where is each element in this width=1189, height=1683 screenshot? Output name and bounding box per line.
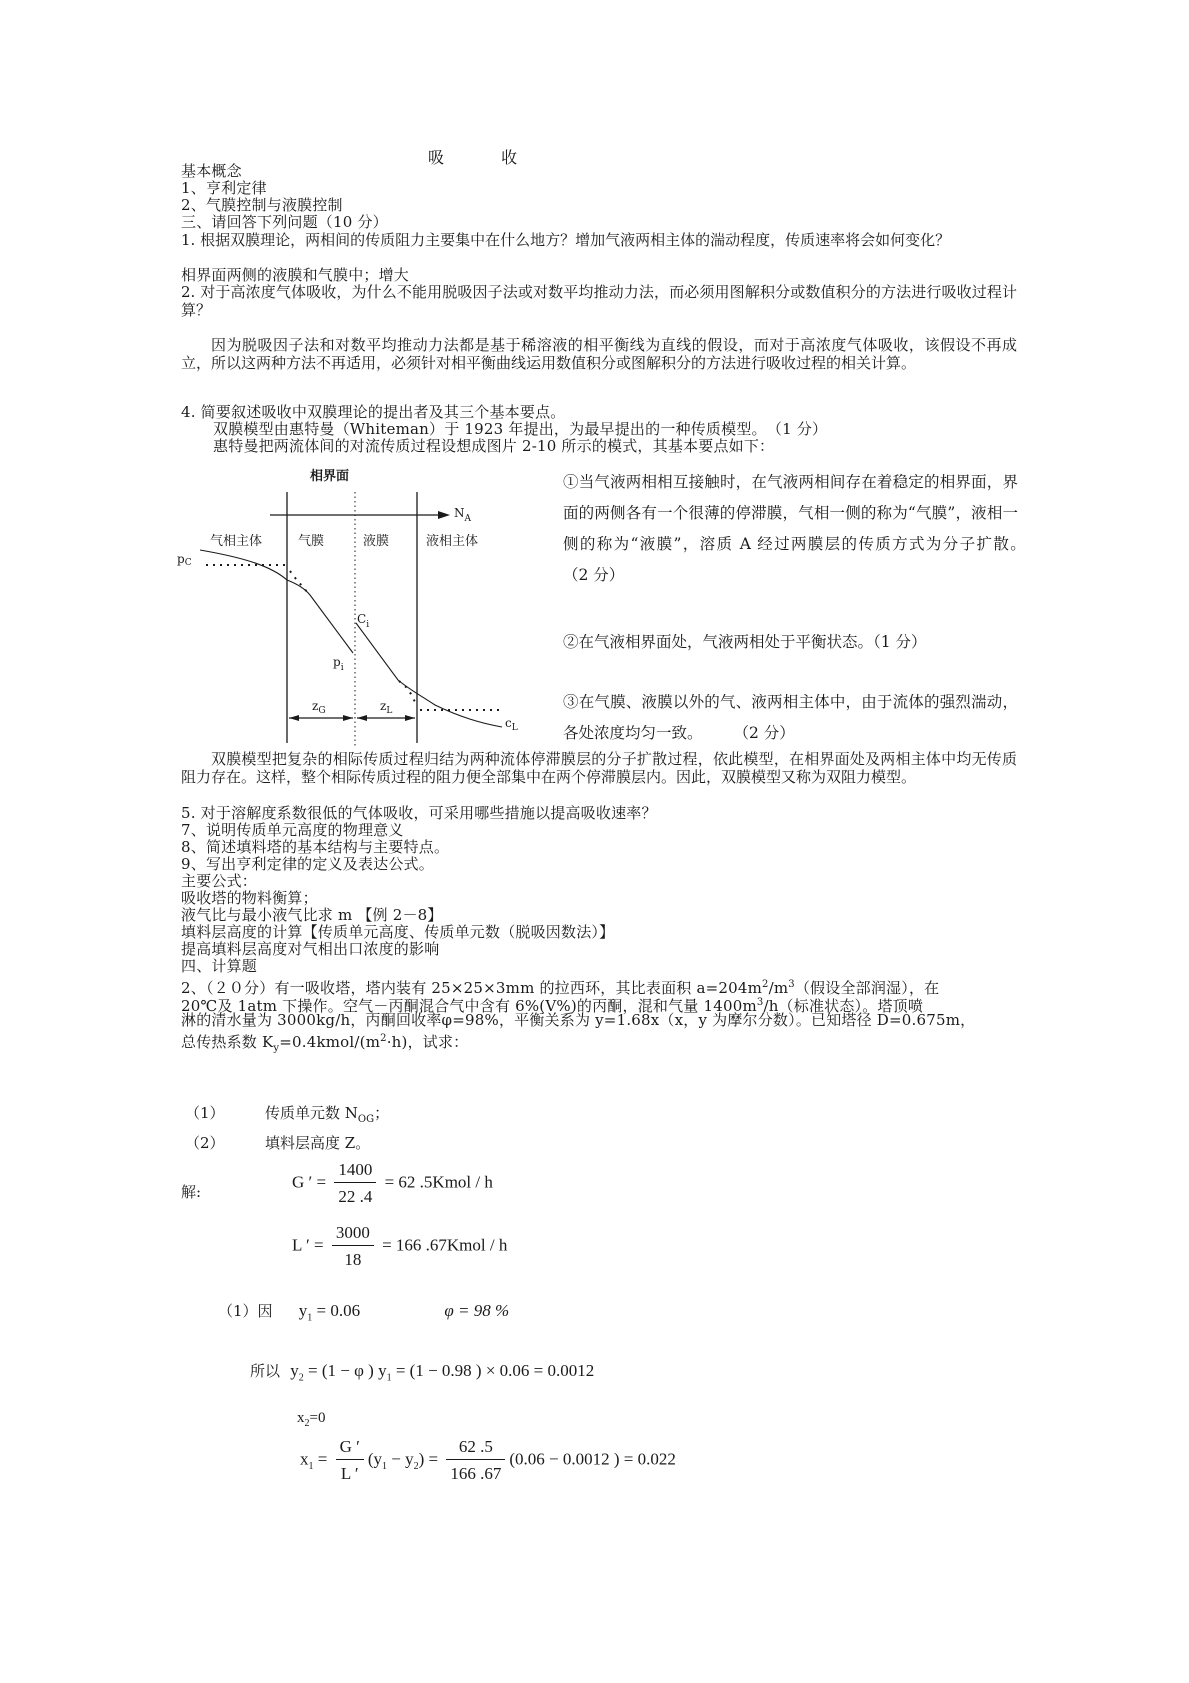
two-film-summary: 双膜模型把复杂的相际传质过程归结为两种流体停滞膜层的分子扩散过程，依此模型，在相界面处及两相主体中均无传质阻力存在。这样，整个相际传质过程的阻力便全部集中在两个停滞膜层内。因此，双膜模型又称为双阻力模型。	[181, 750, 1017, 786]
equation-y2: 所以 $y_2 = (1 - \varphi$ ) $y_1 = (1 - 0.98$ ) × 0.06 = 0.0012	[250, 1361, 595, 1384]
interface-label: 相界面	[310, 469, 350, 484]
two-film-diagram	[170, 465, 530, 750]
flux-arrowhead	[438, 511, 450, 519]
zl-arrow-left	[357, 715, 367, 721]
liquid-bulk-label: 液相主体	[426, 534, 479, 549]
liquid-film-label: 液膜	[363, 534, 390, 549]
question-2: 2. 对于高浓度气体吸收，为什么不能用脱吸因子法或对数平均推动力法，而必须用图解积分或数值积分的方法进行吸收过程计算？	[181, 283, 1017, 319]
page-title: 吸 收	[428, 148, 544, 167]
zl-label: $z_L$	[380, 699, 393, 716]
question-1: 1. 根据双膜理论，两相间的传质阻力主要集中在什么地方？增加气液两相主体的湍动程度，传质速率将会如何变化？	[181, 231, 951, 249]
concept-item: 1、亨利定律	[181, 179, 267, 197]
formula-item: 填料层高度的计算【传质单元高度、传质单元数（脱吸因数法）】	[181, 923, 615, 941]
question-7: 7、说明传质单元高度的物理意义	[181, 821, 404, 839]
concept-item: 2、气膜控制与液膜控制	[181, 196, 343, 214]
requirement-2: 填料层高度 Z。	[265, 1134, 371, 1152]
pi-label: $p_i$	[333, 655, 344, 673]
zg-arrow-left	[289, 715, 299, 721]
requirement-number: （2）	[185, 1134, 225, 1152]
requirement-1: 传质单元数 $N_{OG}$；	[265, 1104, 390, 1125]
requirement-number: （1）	[185, 1104, 225, 1122]
answer-1: 相界面两侧的液膜和气膜中；增大	[181, 266, 410, 284]
problem-line: 总传热系数 $K_y=0.4kmol/(m^2\cdot h)$，试求：	[181, 1033, 469, 1054]
question-4: 4. 简要叙述吸收中双膜理论的提出者及其三个基本要点。	[181, 403, 566, 421]
problem-line: 淋的清水量为 3000kg/h，丙酮回收率φ=98%，平衡关系为 y=1.68x（x，y 为摩尔分数）。已知塔径 D=0.675m，	[181, 1011, 976, 1029]
answer-4-intro: 惠特曼把两流体间的对流传质过程设想成图片 2-10 所示的模式，其基本要点如下：	[213, 437, 775, 455]
gas-film-label: 气膜	[298, 534, 325, 549]
solution-label: 解:	[181, 1183, 202, 1201]
equation-x1: $x_1$ = $\frac{G '}{L '}$ $(y_1 - y_2)$ = $\frac{62 .5}{166 .67}$ (0.06 − 0.0012 ) = 0.022	[300, 1437, 676, 1483]
question-9: 9、写出亨利定律的定义及表达公式。	[181, 855, 434, 873]
flux-label: $N_A$	[454, 506, 471, 524]
formula-item: 提高填料层高度对气相出口浓度的影响	[181, 940, 440, 958]
section-heading-basic-concepts: 基本概念	[181, 162, 242, 180]
liquid-concentration-curve	[356, 623, 502, 727]
zg-arrow-right	[343, 715, 353, 721]
ci-label: $C_i$	[357, 612, 370, 630]
equation-x2: $x_2=0$	[297, 1410, 326, 1429]
problem-line: 20℃及 1atm 下操作。空气－丙酮混合气中含有 6%(V%)的丙酮，混和气量 $1400m^3/h$（标准状态）。塔顶喷	[181, 997, 924, 1015]
zg-label: $z_G$	[312, 699, 326, 716]
calc-heading: 四、计算题	[181, 957, 258, 975]
question-8: 8、简述填料塔的基本结构与主要特点。	[181, 838, 450, 856]
formulas-heading: 主要公式：	[181, 872, 258, 890]
equation-l: L ′ = $\frac{3000}{18}$ = 166 .67Kmol / h	[292, 1223, 508, 1269]
gas-bulk-label: 气相主体	[210, 534, 263, 549]
key-point-1: ①当气液两相相互接触时，在气液两相间存在着稳定的相界面，界面的两侧各有一个很薄的停滞膜，气相一侧的称为“气膜”，液相一侧的称为“液膜”，溶质 A 经过两膜层的传质方式为分子扩散。 （2 分）	[563, 473, 1050, 584]
key-point-2: ②在气液相界面处，气液两相处于平衡状态。（1 分）	[563, 633, 927, 651]
problem-line: 2、（２０分）有一吸收塔，塔内装有 25×25×3mm 的拉西环，其比表面积 $a=204m^2/m^3$（假设全部润湿），在	[181, 979, 940, 997]
cl-label: $c_L$	[505, 716, 518, 733]
section-heading-qa: 三、请回答下列问题（10 分）	[181, 213, 388, 231]
formula-item: 液气比与最小液气比求 m 【例 2－8】	[181, 906, 443, 924]
answer-4-intro: 双膜模型由惠特曼（Whiteman）于 1923 年提出，为最早提出的一种传质模型。 （1 分）	[213, 420, 828, 438]
answer-2: 因为脱吸因子法和对数平均推动力法都是基于稀溶液的相平衡线为直线的假设，而对于高浓度气体吸收，该假设不再成立，所以这两种方法不再适用，必须针对相平衡曲线运用数值积分或图解积分的方法进行吸收过程的相关计算。	[181, 336, 1017, 372]
pc-label: pC	[177, 552, 192, 568]
step-1-given: （1）因 $y_1 = 0.06$ φ = 98 %	[218, 1301, 510, 1324]
key-point-3: ③在气膜、液膜以外的气、液两相主体中，由于流体的强烈湍动，各处浓度均匀一致。 （2 分）	[563, 693, 1018, 742]
equation-g: G ′ = $\frac{1400}{22 .4}$ = 62 .5Kmol / h	[292, 1160, 493, 1206]
formula-item: 吸收塔的物料衡算；	[181, 889, 318, 907]
zl-arrow-right	[405, 715, 415, 721]
question-5: 5. 对于溶解度系数很低的气体吸收，可采用哪些措施以提高吸收速率？	[181, 804, 657, 822]
liquid-tangent-dots	[399, 681, 415, 702]
